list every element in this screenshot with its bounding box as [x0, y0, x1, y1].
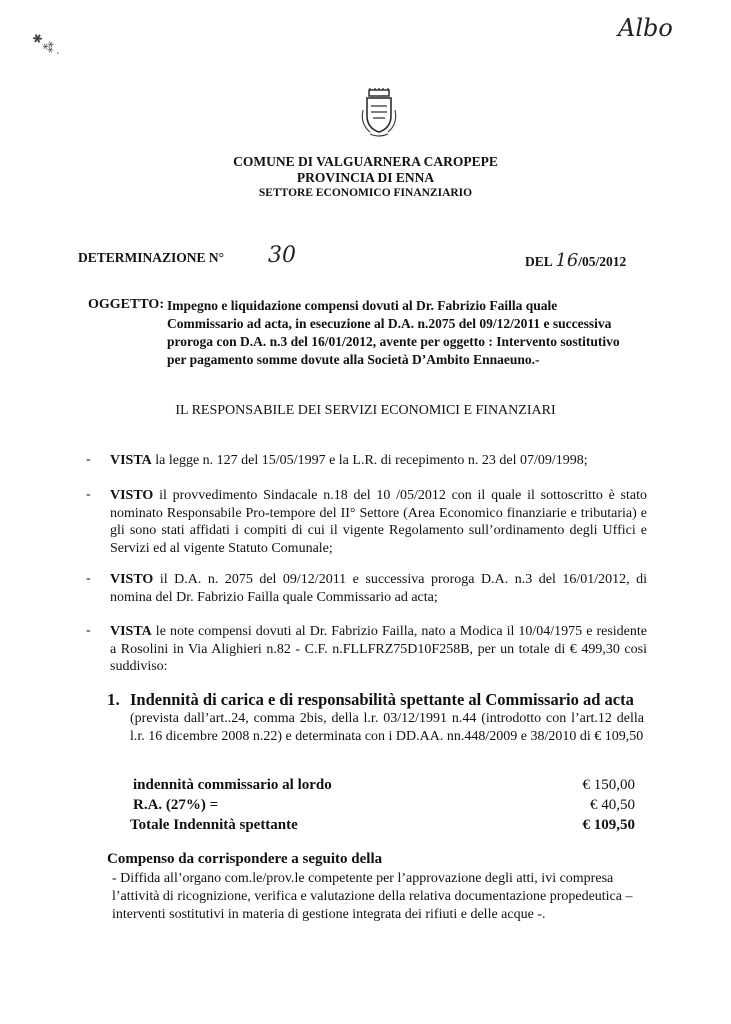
premise-text: il D.A. n. 2075 del 09/12/2011 e successiva proroga D.A. n.3 del 16/01/2012, di nomina del Dr. Fabrizio Failla quale Commissario ad acta;: [110, 572, 647, 605]
premise-text: il provvedimento Sindacale n.18 del 10 /05/2012 con il quale il sottoscritto è stato nominato Responsabile Pro-tempore del II° Settore (Area Economico finanziarie e tributaria) e gli sono stati affidati i compiti di cui il vigente Regolamento sull’ordinamento degli Uffici e Servizi ed al vigente Statuto Comunale;: [110, 488, 647, 556]
amount-label: R.A. (27%) =: [133, 797, 219, 813]
oggetto-line: proroga con D.A. n.3 del 16/01/2012, avente per oggetto : Intervento sostitutivo: [167, 334, 620, 349]
premise-vista-note: [110, 623, 647, 676]
handwritten-albo-note: Albo: [618, 14, 673, 42]
premise-label: VISTO: [110, 572, 154, 587]
premise-dash: -: [86, 623, 91, 638]
provincia-heading: PROVINCIA DI ENNA: [296, 170, 435, 185]
margin-scribble: ✱ ⁂ ·: [29, 30, 64, 61]
premise-vista-legge: [110, 452, 650, 470]
section-body: (prevista dall’art..24, comma 2bis, della l.r. 03/12/1991 n.44 (introdotto con l’art.12 della l.r. 16 dicembre 2008 n.22) e determinata con i DD.AA. nn.448/2009 e 38/2010 di € 109,50: [130, 711, 644, 744]
date-day-handwritten: 16: [555, 250, 579, 271]
premise-label: VISTA: [110, 453, 152, 468]
section-title: Indennità di carica e di responsabilità spettante al Commissario ad acta: [130, 690, 634, 709]
oggetto-line: per pagamento somme dovute alla Società D’Ambito Ennaeuno.-: [167, 352, 540, 367]
oggetto-line: Commissario ad acta, in esecuzione al D.A. n.2075 del 09/12/2011 e successiva: [167, 316, 612, 331]
premise-visto-provvedimento: [110, 487, 647, 557]
premise-dash: -: [86, 487, 91, 502]
premise-label: VISTO: [110, 488, 154, 503]
compenso-line: interventi sostitutivi in materia di gestione integrata dei rifiuti e delle acque -.: [112, 907, 546, 922]
compenso-line: l’attività di ricognizione, verifica e valutazione della relativa documentazione propedeutica –: [112, 889, 633, 904]
section-number: 1.: [107, 690, 120, 709]
coat-of-arms-emblem: [360, 88, 398, 138]
determination-number: 30: [268, 243, 296, 268]
determination-label: DETERMINAZIONE N°: [78, 250, 225, 265]
date-label: DEL: [525, 254, 553, 269]
amount-value: € 40,50: [590, 797, 635, 813]
amount-label: Totale Indennità spettante: [130, 817, 298, 833]
premise-text: le note compensi dovuti al Dr. Fabrizio Failla, nato a Modica il 10/04/1975 e residente a Rosolini in Via Alighieri n.82 - C.F. n.FLLFRZ75D10F258B, per un totale di € 499,30 cosi suddiviso:: [110, 624, 647, 674]
settore-heading: SETTORE ECONOMICO FINANZIARIO: [258, 187, 473, 199]
amount-value: € 150,00: [582, 777, 635, 793]
amount-row: [130, 817, 635, 834]
comune-heading: COMUNE DI VALGUARNERA CAROPEPE: [233, 154, 498, 169]
oggetto-label: OGGETTO:: [88, 297, 164, 312]
date-rest: /05/2012: [578, 254, 627, 269]
premise-label: VISTA: [110, 624, 152, 639]
amount-row: [130, 777, 635, 794]
compenso-title: Compenso da corrispondere a seguito della: [107, 851, 383, 867]
premise-visto-da: [110, 571, 647, 606]
premise-dash: -: [86, 571, 91, 586]
amount-value: € 109,50: [582, 817, 635, 833]
premise-text: la legge n. 127 del 15/05/1997 e la L.R. di recepimento n. 23 del 07/09/1998;: [151, 453, 588, 468]
responsabile-title: IL RESPONSABILE DEI SERVIZI ECONOMICI E FINANZIARI: [175, 403, 556, 418]
amount-row: [130, 797, 635, 814]
determination-date: [525, 250, 626, 271]
oggetto-text: [167, 297, 647, 369]
compenso-line: - Diffida all’organo com.le/prov.le competente per l’approvazione degli atti, ivi compresa: [112, 871, 614, 886]
oggetto-line: Impegno e liquidazione compensi dovuti al Dr. Fabrizio Failla quale: [167, 298, 558, 313]
premise-dash: -: [86, 452, 91, 467]
compenso-text: [112, 870, 652, 924]
amount-label: indennità commissario al lordo: [133, 777, 332, 793]
